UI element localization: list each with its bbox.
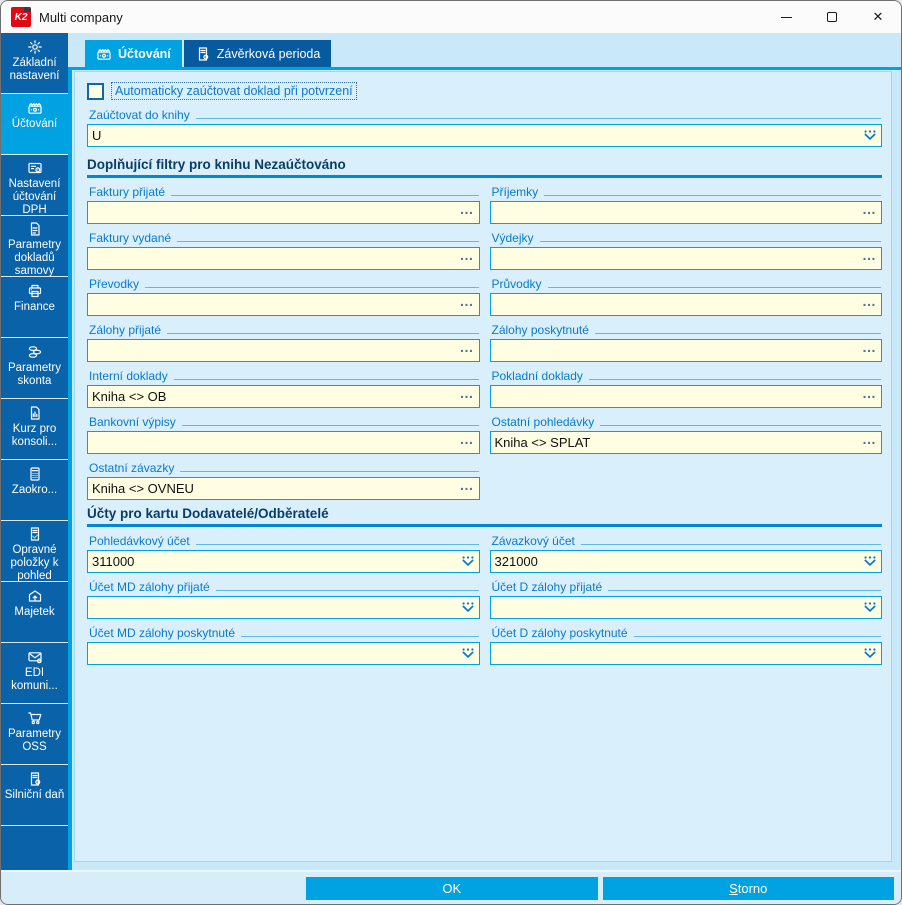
gear-icon: [27, 38, 43, 55]
sidebar-item-uctovani[interactable]: [1, 94, 68, 155]
sidebar-item-label: Parametry skonta: [7, 362, 62, 387]
minimize-icon[interactable]: [763, 1, 809, 33]
ellipsis-button[interactable]: …: [458, 201, 477, 224]
sidebar-item-finance[interactable]: [1, 277, 68, 338]
cart-icon: [27, 709, 43, 726]
label-underline: [167, 333, 478, 334]
label-underline: [177, 241, 478, 242]
section-title-accounts: Účty pro kartu Dodavatelé/Odběratelé: [87, 506, 329, 521]
field-input-prijemky[interactable]: [490, 201, 883, 224]
document-lines-icon: [27, 221, 43, 237]
field-input-zavazkovy-ucet[interactable]: [490, 550, 883, 573]
sidebar-item-parametry-dokladu-samovy[interactable]: [1, 216, 68, 277]
sidebar-item-zaokro[interactable]: [1, 460, 68, 521]
field-input-pokladni-doklady[interactable]: [490, 385, 883, 408]
label-underline: [182, 425, 479, 426]
field-interni-doklady: [87, 369, 480, 408]
field-label: Příjemky: [491, 185, 539, 199]
document-check-icon: [27, 526, 43, 542]
field-label: Účet D zálohy přijaté: [491, 580, 603, 594]
sidebar-item-kurz-pro-konsoli[interactable]: [1, 399, 68, 460]
lookup-chevron-icon[interactable]: [861, 642, 879, 665]
label-underline: [241, 636, 478, 637]
window-title: Multi company: [39, 9, 123, 25]
field-ucet-d-zalohy-prijate: [490, 580, 883, 619]
coins-icon: [27, 343, 43, 360]
field-ucet-d-zalohy-poskytnute: [490, 626, 883, 665]
filters-field-grid: [87, 185, 882, 500]
field-label: Zálohy přijaté: [89, 323, 162, 337]
label-underline: [145, 287, 478, 288]
field-ucet-md-zalohy-prijate: [87, 580, 480, 619]
sidebar-item-label: Parametry OSS: [7, 728, 62, 753]
sidebar-item-parametry-skonta[interactable]: [1, 338, 68, 399]
section-underline: [87, 175, 882, 178]
document-gear-icon: [27, 770, 43, 787]
field-label: Výdejky: [491, 231, 534, 245]
titlebar: [1, 1, 901, 33]
field-prevodky: [87, 277, 480, 316]
sidebar-item-label: Parametry dokladů samovy: [7, 239, 62, 277]
field-zalohy-poskytnute: [490, 323, 883, 362]
tab-zaverkova-perioda[interactable]: [184, 40, 332, 67]
section-title-filters: Doplňující filtry pro knihu Nezaúčtováno: [87, 157, 346, 172]
closing-period-icon: [195, 46, 211, 62]
field-input-prevodky[interactable]: [87, 293, 480, 316]
field-ostatni-pohledavky: [490, 415, 883, 454]
field-label: Faktury přijaté: [89, 185, 166, 199]
book-field-input[interactable]: [87, 124, 882, 147]
field-label: Pohledávkový účet: [89, 534, 190, 548]
lookup-chevron-icon[interactable]: [861, 596, 879, 619]
field-input-bankovni-vypisy[interactable]: [87, 431, 480, 454]
field-input-ucet-d-zalohy-prijate[interactable]: [490, 596, 883, 619]
label-underline: [174, 379, 479, 380]
k2-logo-icon: K2: [11, 7, 31, 27]
label-underline: [548, 287, 881, 288]
lookup-chevron-icon[interactable]: [459, 642, 477, 665]
ellipsis-button[interactable]: …: [458, 247, 477, 270]
sidebar-item-label: Majetek: [14, 606, 55, 618]
auto-post-checkbox[interactable]: [87, 83, 104, 100]
sidebar-item-edi-komuni[interactable]: [1, 643, 68, 704]
accounts-field-grid: [87, 534, 882, 665]
field-pokladni-doklady: [490, 369, 883, 408]
sidebar-item-label: Silniční daň: [4, 789, 65, 801]
lookup-chevron-icon[interactable]: [861, 550, 879, 573]
field-prijemky: [490, 185, 883, 224]
field-input-zalohy-poskytnute[interactable]: [490, 339, 883, 362]
field-label: Bankovní výpisy: [89, 415, 176, 429]
label-underline: [540, 241, 881, 242]
section-underline: [87, 524, 882, 527]
label-underline: [196, 118, 881, 119]
field-input-pohledavkovy-ucet[interactable]: [87, 550, 480, 573]
sidebar-item-zakladni-nastaveni[interactable]: [1, 33, 68, 94]
sidebar-filler: [1, 826, 68, 870]
label-underline: [171, 195, 478, 196]
field-label: Účet D zálohy poskytnuté: [491, 626, 628, 640]
book-field-label: Zaúčtovat do knihy: [89, 108, 190, 122]
field-input-ucet-d-zalohy-poskytnute[interactable]: [490, 642, 883, 665]
sidebar-item-majetek[interactable]: [1, 582, 68, 643]
label-underline: [589, 379, 881, 380]
field-zavazkovy-ucet: [490, 534, 883, 573]
ellipsis-button[interactable]: …: [458, 431, 477, 454]
label-underline: [634, 636, 881, 637]
sidebar-item-opravne-polozky-k-pohled[interactable]: [1, 521, 68, 582]
field-vydejky: [490, 231, 883, 270]
sidebar-item-label: Účtování: [11, 118, 58, 130]
field-ostatni-zavazky: [87, 461, 480, 500]
ellipsis-button[interactable]: …: [860, 247, 879, 270]
close-icon[interactable]: ✕: [872, 9, 884, 25]
field-input-interni-doklady[interactable]: [87, 385, 480, 408]
auto-post-checkbox-label[interactable]: Automaticky zaúčtovat doklad při potvrzení: [111, 82, 357, 100]
field-faktury-vydane: [87, 231, 480, 270]
field-label: Účet MD zálohy poskytnuté: [89, 626, 236, 640]
field-label: Ostatní závazky: [89, 461, 175, 475]
printer-icon: [27, 282, 43, 299]
lookup-chevron-icon[interactable]: [459, 596, 477, 619]
settings-panel: [74, 71, 892, 862]
sidebar-item-nastaveni-uctovani-dph[interactable]: [1, 155, 68, 216]
sidebar-item-label: Zaokro...: [11, 484, 58, 496]
label-underline: [544, 195, 881, 196]
sidebar-item-label: Finance: [14, 301, 55, 313]
label-underline: [196, 544, 479, 545]
vat-settings-icon: [27, 160, 43, 176]
ok-button[interactable]: OK: [306, 877, 598, 900]
tab-label: Závěrková perioda: [216, 46, 321, 61]
maximize-icon[interactable]: [809, 1, 855, 33]
field-label: Pokladní doklady: [491, 369, 583, 383]
tab-uctovani[interactable]: [85, 40, 182, 67]
field-bankovni-vypisy: [87, 415, 480, 454]
sidebar-item-label: Základní nastavení: [9, 57, 60, 82]
field-input-ostatni-pohledavky[interactable]: [490, 431, 883, 454]
ellipsis-button[interactable]: …: [458, 339, 477, 362]
label-underline: [608, 590, 881, 591]
field-input-vydejky[interactable]: [490, 247, 883, 270]
field-input-zalohy-prijate[interactable]: [87, 339, 480, 362]
field-zalohy-prijate: [87, 323, 480, 362]
field-input-faktury-prijate[interactable]: [87, 201, 480, 224]
field-pruvodky: [490, 277, 883, 316]
field-ucet-md-zalohy-poskytnute: [87, 626, 480, 665]
field-input-pruvodky[interactable]: [490, 293, 883, 316]
mail-gear-icon: [27, 648, 43, 665]
field-label: Interní doklady: [89, 369, 168, 383]
cash-register-icon: [27, 99, 43, 116]
label-underline: [216, 590, 479, 591]
chart-document-icon: [27, 404, 43, 421]
field-label: Faktury vydané: [89, 231, 172, 245]
ellipsis-button[interactable]: …: [458, 385, 477, 408]
calculator-icon: [27, 465, 43, 482]
asset-icon: [27, 587, 43, 604]
sidebar-item-label: Opravné položky k pohled: [10, 544, 59, 582]
label-underline: [180, 471, 478, 472]
cash-register-icon: [96, 46, 112, 62]
settings-sidebar: [1, 33, 68, 870]
field-input-ostatni-zavazky[interactable]: [87, 477, 480, 500]
field-input-ucet-md-zalohy-poskytnute[interactable]: [87, 642, 480, 665]
ellipsis-button[interactable]: …: [860, 293, 879, 316]
tab-label: Účtování: [118, 46, 171, 61]
storno-button[interactable]: Storno: [603, 877, 895, 900]
field-label: Průvodky: [491, 277, 542, 291]
label-underline: [600, 425, 881, 426]
sidebar-item-parametry-oss[interactable]: [1, 704, 68, 765]
ellipsis-button[interactable]: …: [860, 201, 879, 224]
label-underline: [595, 333, 881, 334]
field-label: Převodky: [89, 277, 140, 291]
sidebar-item-label: Kurz pro konsoli...: [11, 423, 58, 448]
ellipsis-button[interactable]: …: [860, 385, 879, 408]
label-underline: [581, 544, 881, 545]
sidebar-item-label: Nastavení účtování DPH: [8, 178, 61, 216]
lookup-chevron-icon[interactable]: [459, 550, 477, 573]
ellipsis-button[interactable]: …: [458, 293, 477, 316]
field-input-faktury-vydane[interactable]: [87, 247, 480, 270]
lookup-chevron-icon[interactable]: [861, 124, 879, 147]
dialog-footer: [1, 870, 901, 904]
field-label: Zálohy poskytnuté: [491, 323, 589, 337]
sidebar-item-label: EDI komuni...: [11, 667, 58, 692]
field-label: Účet MD zálohy přijaté: [89, 580, 210, 594]
field-pohledavkovy-ucet: [87, 534, 480, 573]
sidebar-item-silnicni-dan[interactable]: [1, 765, 68, 826]
field-input-ucet-md-zalohy-prijate[interactable]: [87, 596, 480, 619]
field-label: Ostatní pohledávky: [491, 415, 595, 429]
ellipsis-button[interactable]: …: [458, 477, 477, 500]
ellipsis-button[interactable]: …: [860, 431, 879, 454]
ellipsis-button[interactable]: …: [860, 339, 879, 362]
field-faktury-prijate: [87, 185, 480, 224]
field-label: Závazkový účet: [491, 534, 575, 548]
tab-bar: [68, 33, 901, 67]
